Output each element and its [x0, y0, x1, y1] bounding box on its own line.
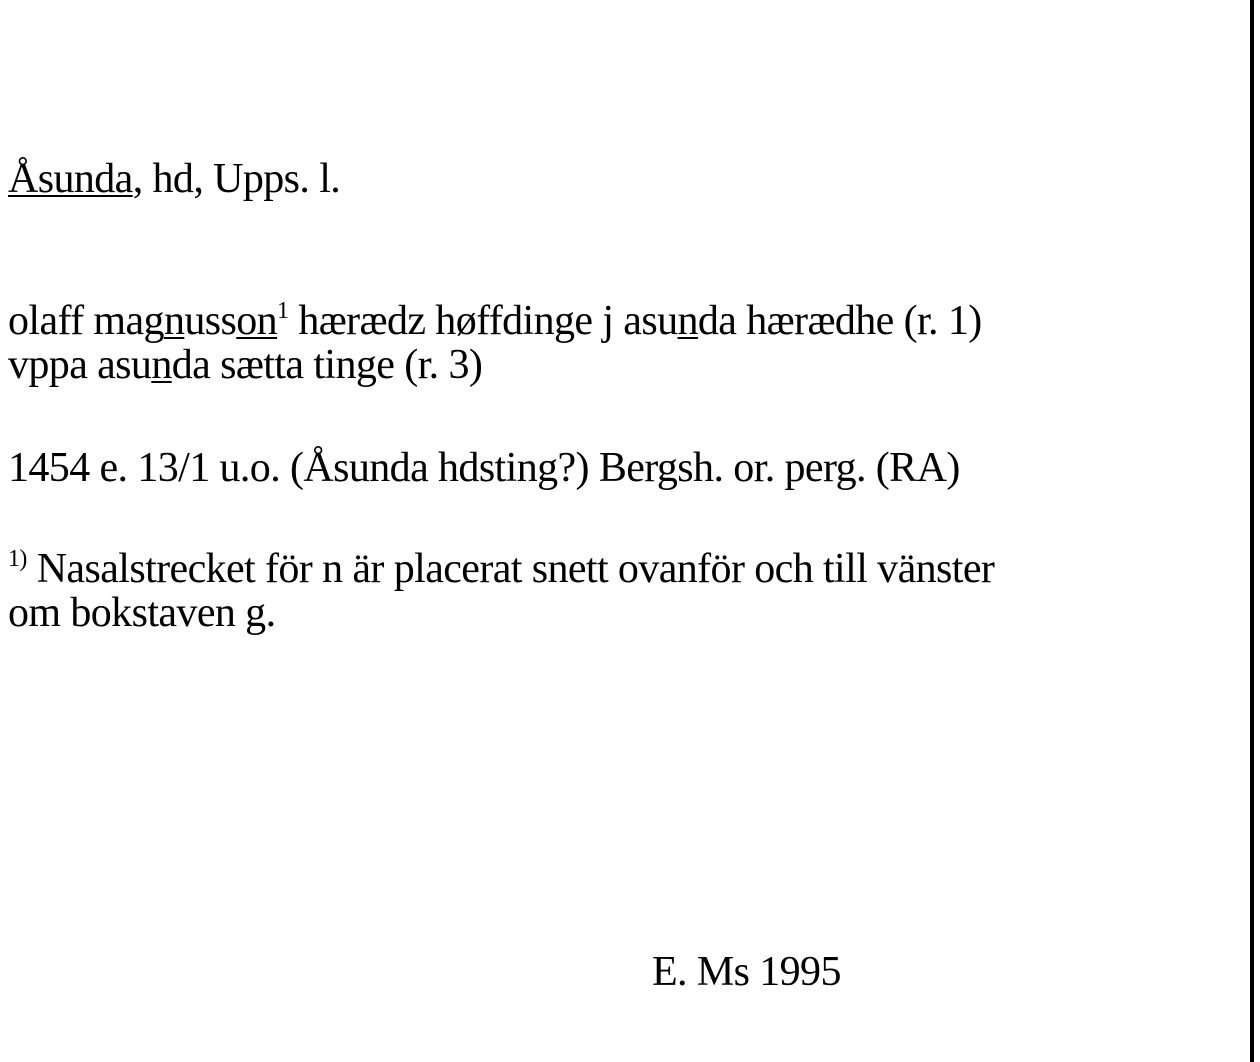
quote-text: uss	[184, 298, 237, 344]
headword-place-name: Åsunda	[8, 156, 133, 202]
footnote-marker: 1)	[8, 546, 27, 572]
quotation-line-2	[8, 341, 482, 389]
expanded-abbreviation: on	[236, 298, 278, 344]
author-signature: E. Ms 1995	[652, 949, 841, 995]
footnote-line-1	[8, 545, 994, 593]
expanded-abbreviation: n	[163, 298, 185, 344]
quote-text: olaff mag	[8, 298, 164, 344]
source-dating: 1454 e. 13/1 u.o. (Åsunda hdsting?) Bergsh. or. perg. (RA)	[8, 445, 960, 491]
expanded-abbreviation: n	[677, 298, 698, 344]
headword-district: , hd, Upps. l.	[132, 156, 341, 202]
footnote-reference: 1	[277, 298, 289, 324]
expanded-abbreviation: n	[151, 342, 172, 388]
headword-line	[8, 155, 340, 203]
quotation-line-1	[8, 297, 982, 345]
quote-text: da hærædhe (r. 1)	[697, 298, 982, 344]
right-edge-border	[1250, 0, 1254, 1062]
footnote-text: Nasalstrecket för n är placerat snett ovanför och till vänster	[26, 546, 995, 592]
footnote-line-2: om bokstaven g.	[8, 590, 276, 636]
quote-text: vppa asu	[8, 342, 152, 388]
quote-text: hærædz høffdinge j asu	[288, 298, 678, 344]
quote-text: da sætta tinge (r. 3)	[171, 342, 483, 388]
